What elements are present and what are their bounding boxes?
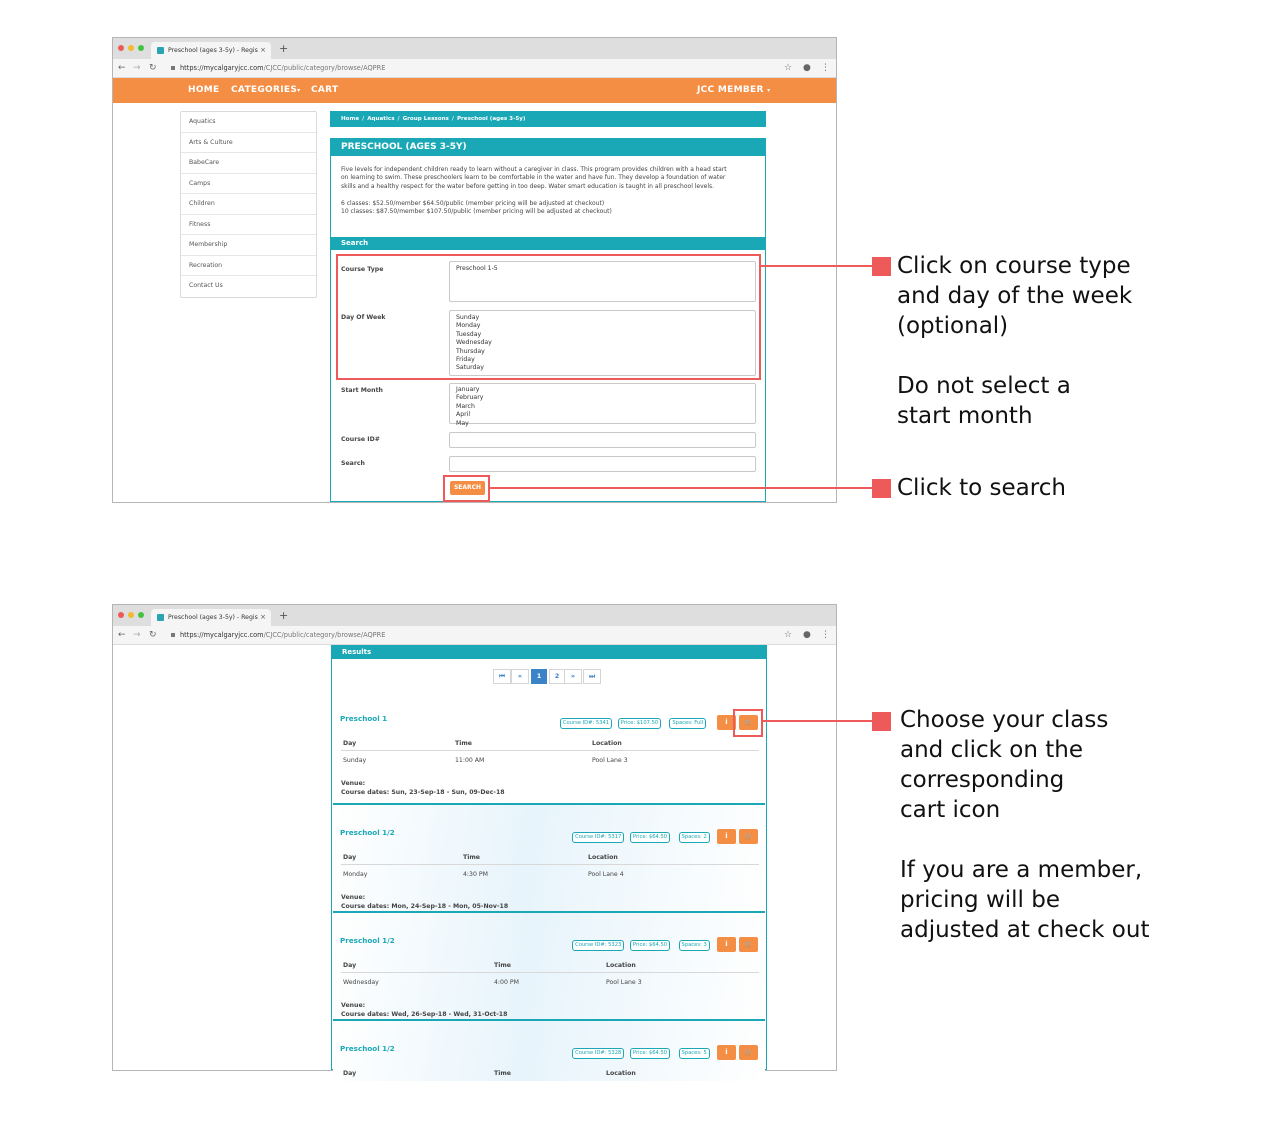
column-header-day: Day	[343, 1070, 357, 1077]
sidebar-item[interactable]: Children	[181, 194, 316, 215]
search-input[interactable]	[449, 456, 756, 472]
url-host: https://mycalgaryjcc.com	[180, 631, 264, 639]
description	[341, 166, 761, 191]
table-divider	[341, 750, 759, 751]
venue-label: Venue:	[341, 894, 366, 901]
add-to-cart-button[interactable]	[739, 1045, 758, 1060]
top-navbar	[113, 78, 836, 103]
site-favicon-icon	[157, 47, 164, 54]
reload-icon[interactable]: ↻	[149, 630, 157, 640]
spaces-badge: Spaces: Full	[669, 718, 706, 729]
info-icon: i	[725, 832, 728, 840]
venue-label: Venue:	[341, 780, 366, 787]
column-header-time: Time	[494, 1070, 511, 1077]
course-id-label: Course ID#	[341, 436, 380, 443]
pagination	[493, 650, 613, 690]
result-card	[333, 1021, 765, 1081]
search-button[interactable]: SEARCH	[450, 481, 485, 495]
breadcrumb-link[interactable]: Aquatics	[367, 116, 395, 122]
result-card	[333, 691, 765, 805]
nav-categories-label: CATEGORIES	[231, 85, 298, 95]
course-dates: Course dates: Mon, 24-Sep-18 - Mon, 05-Nov-18	[341, 903, 509, 910]
course-dates: Course dates: Wed, 26-Sep-18 - Wed, 31-Oct-18	[341, 1011, 508, 1018]
cart-icon: 🛒	[744, 833, 753, 840]
add-to-cart-button[interactable]	[739, 937, 758, 952]
highlight-course-type-day	[336, 254, 761, 380]
breadcrumb	[330, 111, 766, 127]
tab-bar	[113, 605, 836, 626]
day-option[interactable]: Wednesday	[456, 339, 492, 347]
forward-arrow-icon[interactable]: →	[133, 63, 141, 73]
marker-square-3	[872, 712, 891, 731]
table-divider	[341, 864, 759, 865]
sidebar-item[interactable]: Aquatics	[181, 112, 316, 133]
caret-down-icon: ▾	[297, 87, 301, 94]
close-window-icon[interactable]	[118, 612, 124, 618]
url-path: /CJCC/public/category/browse/AQPRE	[263, 64, 386, 72]
note-click-search: Click to search	[897, 475, 1066, 501]
profile-icon[interactable]: ●	[803, 63, 811, 73]
info-icon: i	[725, 1048, 728, 1056]
description-line: on learning to swim. These preschoolers learn to be comfortable in the water and have fun. They develop a foundation of water	[341, 174, 726, 182]
info-icon: i	[725, 718, 728, 726]
table-divider	[341, 972, 759, 973]
spaces-badge: Spaces: 2	[679, 832, 710, 843]
tab-bar	[113, 38, 836, 59]
course-type-option[interactable]: Preschool 1-5	[456, 265, 498, 272]
breadcrumb-separator: /	[397, 116, 400, 122]
breadcrumb-separator: /	[451, 116, 454, 122]
cart-icon: 🛒	[744, 941, 753, 948]
maximize-window-icon[interactable]	[138, 612, 144, 618]
cart-icon: 🛒	[744, 1049, 753, 1056]
breadcrumb-link[interactable]: Home	[341, 116, 360, 122]
breadcrumb-link[interactable]: Group Lessons	[402, 116, 449, 122]
note-line: pricing will be	[900, 887, 1061, 913]
url-path: /CJCC/public/category/browse/AQPRE	[263, 631, 386, 639]
day-option[interactable]: Monday	[456, 322, 481, 330]
nav-member-label: JCC MEMBER	[697, 85, 764, 95]
column-header-day: Day	[343, 962, 357, 969]
cell-day: Monday	[343, 871, 368, 878]
results-heading: Results	[331, 645, 767, 659]
sidebar-item[interactable]: BabeCare	[181, 153, 316, 174]
tab-close-icon[interactable]: ×	[260, 613, 266, 621]
marker-square-2	[872, 479, 891, 498]
note-line: and click on the	[900, 737, 1083, 763]
browser-tab[interactable]	[151, 42, 271, 59]
leader-line-1	[760, 265, 872, 267]
price-badge: Price: $64.50	[630, 832, 670, 843]
note-line	[897, 341, 1132, 371]
pricing-line: 10 classes: $87.50/member $107.50/public (member pricing will be adjusted at checkout)	[341, 208, 612, 216]
note-line: start month	[897, 403, 1033, 429]
cell-day: Sunday	[343, 757, 367, 764]
description-line: skills and a healthy respect for the water before getting in too deep. Water smart education is taught in all preschool levels.	[341, 182, 715, 190]
sidebar-item[interactable]: Camps	[181, 174, 316, 195]
info-button[interactable]	[717, 937, 736, 952]
page-link[interactable]: 1	[531, 669, 547, 684]
price-badge: Price: $64.50	[630, 940, 670, 951]
cell-location: Pool Lane 3	[592, 757, 628, 764]
column-header-time: Time	[455, 740, 472, 747]
tab-title: Preschool (ages 3-5y) - Regis	[168, 47, 258, 54]
first-page-icon[interactable]: ⏮	[493, 669, 511, 684]
course-id-badge: Course ID#: 5323	[572, 940, 624, 951]
note-line: corresponding	[900, 767, 1065, 793]
note-line	[900, 825, 1149, 855]
new-tab-icon[interactable]: +	[279, 609, 289, 622]
page-link[interactable]: 2	[549, 669, 565, 684]
nav-home[interactable]: HOME	[188, 85, 220, 95]
add-to-cart-button[interactable]	[739, 829, 758, 844]
cell-time: 4:30 PM	[463, 871, 488, 878]
sidebar-item[interactable]: Contact Us	[189, 282, 223, 289]
menu-kebab-icon[interactable]: ⋮	[821, 630, 830, 640]
info-button[interactable]	[717, 829, 736, 844]
spaces-badge: Spaces: 5	[679, 1048, 710, 1059]
sidebar-item[interactable]: Recreation	[181, 256, 316, 277]
lock-icon	[171, 633, 175, 637]
reload-icon[interactable]: ↻	[149, 63, 157, 73]
column-header-location: Location	[606, 962, 636, 969]
browser-window-results	[112, 604, 837, 1077]
pricing-line: 6 classes: $52.50/member $64.50/public (member pricing will be adjusted at checkout)	[341, 200, 605, 207]
note-line: If you are a member,	[900, 857, 1143, 883]
next-page-icon[interactable]: »	[564, 669, 582, 684]
day-option[interactable]: Saturday	[456, 364, 484, 372]
leader-line-3	[762, 720, 872, 722]
profile-icon[interactable]: ●	[803, 630, 811, 640]
marker-square-1	[872, 257, 891, 276]
description-line: Five levels for independent children ready to learn without a caregiver in class. This program provides children with a head start	[341, 166, 727, 173]
category-sidebar	[180, 111, 317, 298]
note-line: cart icon	[900, 797, 1001, 823]
cell-day: Wednesday	[343, 979, 379, 986]
result-title[interactable]: Preschool 1/2	[340, 828, 395, 837]
lock-icon	[171, 66, 175, 70]
caret-down-icon: ▾	[767, 87, 771, 94]
bookmark-star-icon[interactable]: ☆	[784, 63, 793, 73]
venue-label: Venue:	[341, 1002, 366, 1009]
tab-title: Preschool (ages 3-5y) - Regis	[168, 614, 258, 621]
pricing-info	[341, 200, 761, 217]
site-favicon-icon	[157, 614, 164, 621]
course-id-badge: Course ID#: 5328	[572, 1048, 624, 1059]
note-choose-class	[900, 705, 1149, 945]
back-arrow-icon[interactable]: ←	[118, 630, 126, 640]
column-header-location: Location	[606, 1070, 636, 1077]
tab-close-icon[interactable]: ×	[260, 46, 266, 54]
start-month-label: Start Month	[341, 387, 383, 394]
month-option[interactable]: February	[456, 394, 484, 402]
column-header-time: Time	[494, 962, 511, 969]
column-header-day: Day	[343, 740, 357, 747]
price-badge: Price: $107.50	[618, 718, 662, 729]
forward-arrow-icon[interactable]: →	[133, 630, 141, 640]
url-field[interactable]	[171, 63, 385, 73]
price-badge: Price: $64.50	[630, 1048, 670, 1059]
cell-location: Pool Lane 4	[588, 871, 624, 878]
result-title[interactable]: Preschool 1/2	[340, 1044, 395, 1053]
day-of-week-label: Day Of Week	[341, 314, 386, 321]
note-course-type	[897, 251, 1132, 431]
back-arrow-icon[interactable]: ←	[118, 63, 126, 73]
column-header-location: Location	[592, 740, 622, 747]
url-field[interactable]	[171, 630, 385, 640]
search-label: Search	[341, 460, 365, 467]
result-card	[333, 805, 765, 913]
highlight-search-button	[443, 475, 490, 502]
note-line: and day of the week	[897, 283, 1133, 309]
url-host: https://mycalgaryjcc.com	[180, 64, 264, 72]
nav-categories[interactable]	[231, 84, 300, 97]
note-line: Click on course type	[897, 253, 1131, 279]
close-window-icon[interactable]	[118, 45, 124, 51]
breadcrumb-link[interactable]: Preschool (ages 3-5y)	[456, 116, 526, 122]
page-title: PRESCHOOL (AGES 3-5Y)	[330, 138, 766, 156]
cell-time: 11:00 AM	[455, 757, 485, 764]
day-option[interactable]: Sunday	[456, 314, 480, 321]
address-bar	[113, 626, 836, 645]
spaces-badge: Spaces: 3	[679, 940, 710, 951]
column-header-day: Day	[343, 854, 357, 861]
address-bar	[113, 59, 836, 78]
month-option[interactable]: March	[456, 402, 475, 410]
day-option[interactable]: Thursday	[456, 347, 485, 355]
note-line: Do not select a	[897, 373, 1071, 399]
course-id-badge: Course ID#: 5317	[572, 832, 624, 843]
month-option[interactable]: May	[456, 419, 469, 427]
last-page-icon[interactable]: ⏭	[583, 669, 601, 684]
course-id-input[interactable]	[449, 432, 756, 448]
day-option[interactable]: Tuesday	[456, 330, 482, 338]
leader-line-2	[489, 487, 872, 489]
course-dates: Course dates: Sun, 23-Sep-18 - Sun, 09-Dec-18	[341, 789, 505, 796]
menu-kebab-icon[interactable]: ⋮	[821, 63, 830, 73]
sidebar-item[interactable]: Arts & Culture	[181, 133, 316, 154]
result-title[interactable]: Preschool 1/2	[340, 936, 395, 945]
cart-icon: 🛒	[744, 719, 753, 726]
breadcrumb-separator: /	[362, 116, 365, 122]
cell-time: 4:00 PM	[494, 979, 519, 986]
nav-cart[interactable]: CART	[311, 85, 339, 95]
sidebar-item[interactable]: Fitness	[181, 215, 316, 236]
info-icon: i	[725, 940, 728, 948]
column-header-time: Time	[463, 854, 480, 861]
prev-page-icon[interactable]: «	[511, 669, 529, 684]
sidebar-item[interactable]: Membership	[181, 235, 316, 256]
cell-location: Pool Lane 3	[606, 979, 642, 986]
browser-tab[interactable]	[151, 609, 271, 626]
minimize-window-icon[interactable]	[128, 612, 134, 618]
nav-member[interactable]	[697, 84, 770, 97]
minimize-window-icon[interactable]	[128, 45, 134, 51]
search-heading: Search	[330, 237, 766, 250]
course-type-label: Course Type	[341, 266, 384, 273]
day-option[interactable]: Friday	[456, 356, 475, 364]
column-header-location: Location	[588, 854, 618, 861]
info-button[interactable]	[717, 1045, 736, 1060]
course-id-badge: Course ID#: 5341	[560, 718, 612, 729]
month-option[interactable]: April	[456, 411, 471, 419]
new-tab-icon[interactable]: +	[279, 42, 289, 55]
note-line: (optional)	[897, 313, 1009, 339]
month-option[interactable]: January	[456, 386, 480, 393]
result-card	[333, 913, 765, 1021]
maximize-window-icon[interactable]	[138, 45, 144, 51]
start-month-select[interactable]	[449, 383, 756, 427]
result-title[interactable]: Preschool 1	[340, 714, 388, 723]
note-line: adjusted at check out	[900, 917, 1150, 943]
note-line: Choose your class	[900, 707, 1109, 733]
highlight-cart-button	[733, 709, 763, 737]
bookmark-star-icon[interactable]: ☆	[784, 630, 793, 640]
